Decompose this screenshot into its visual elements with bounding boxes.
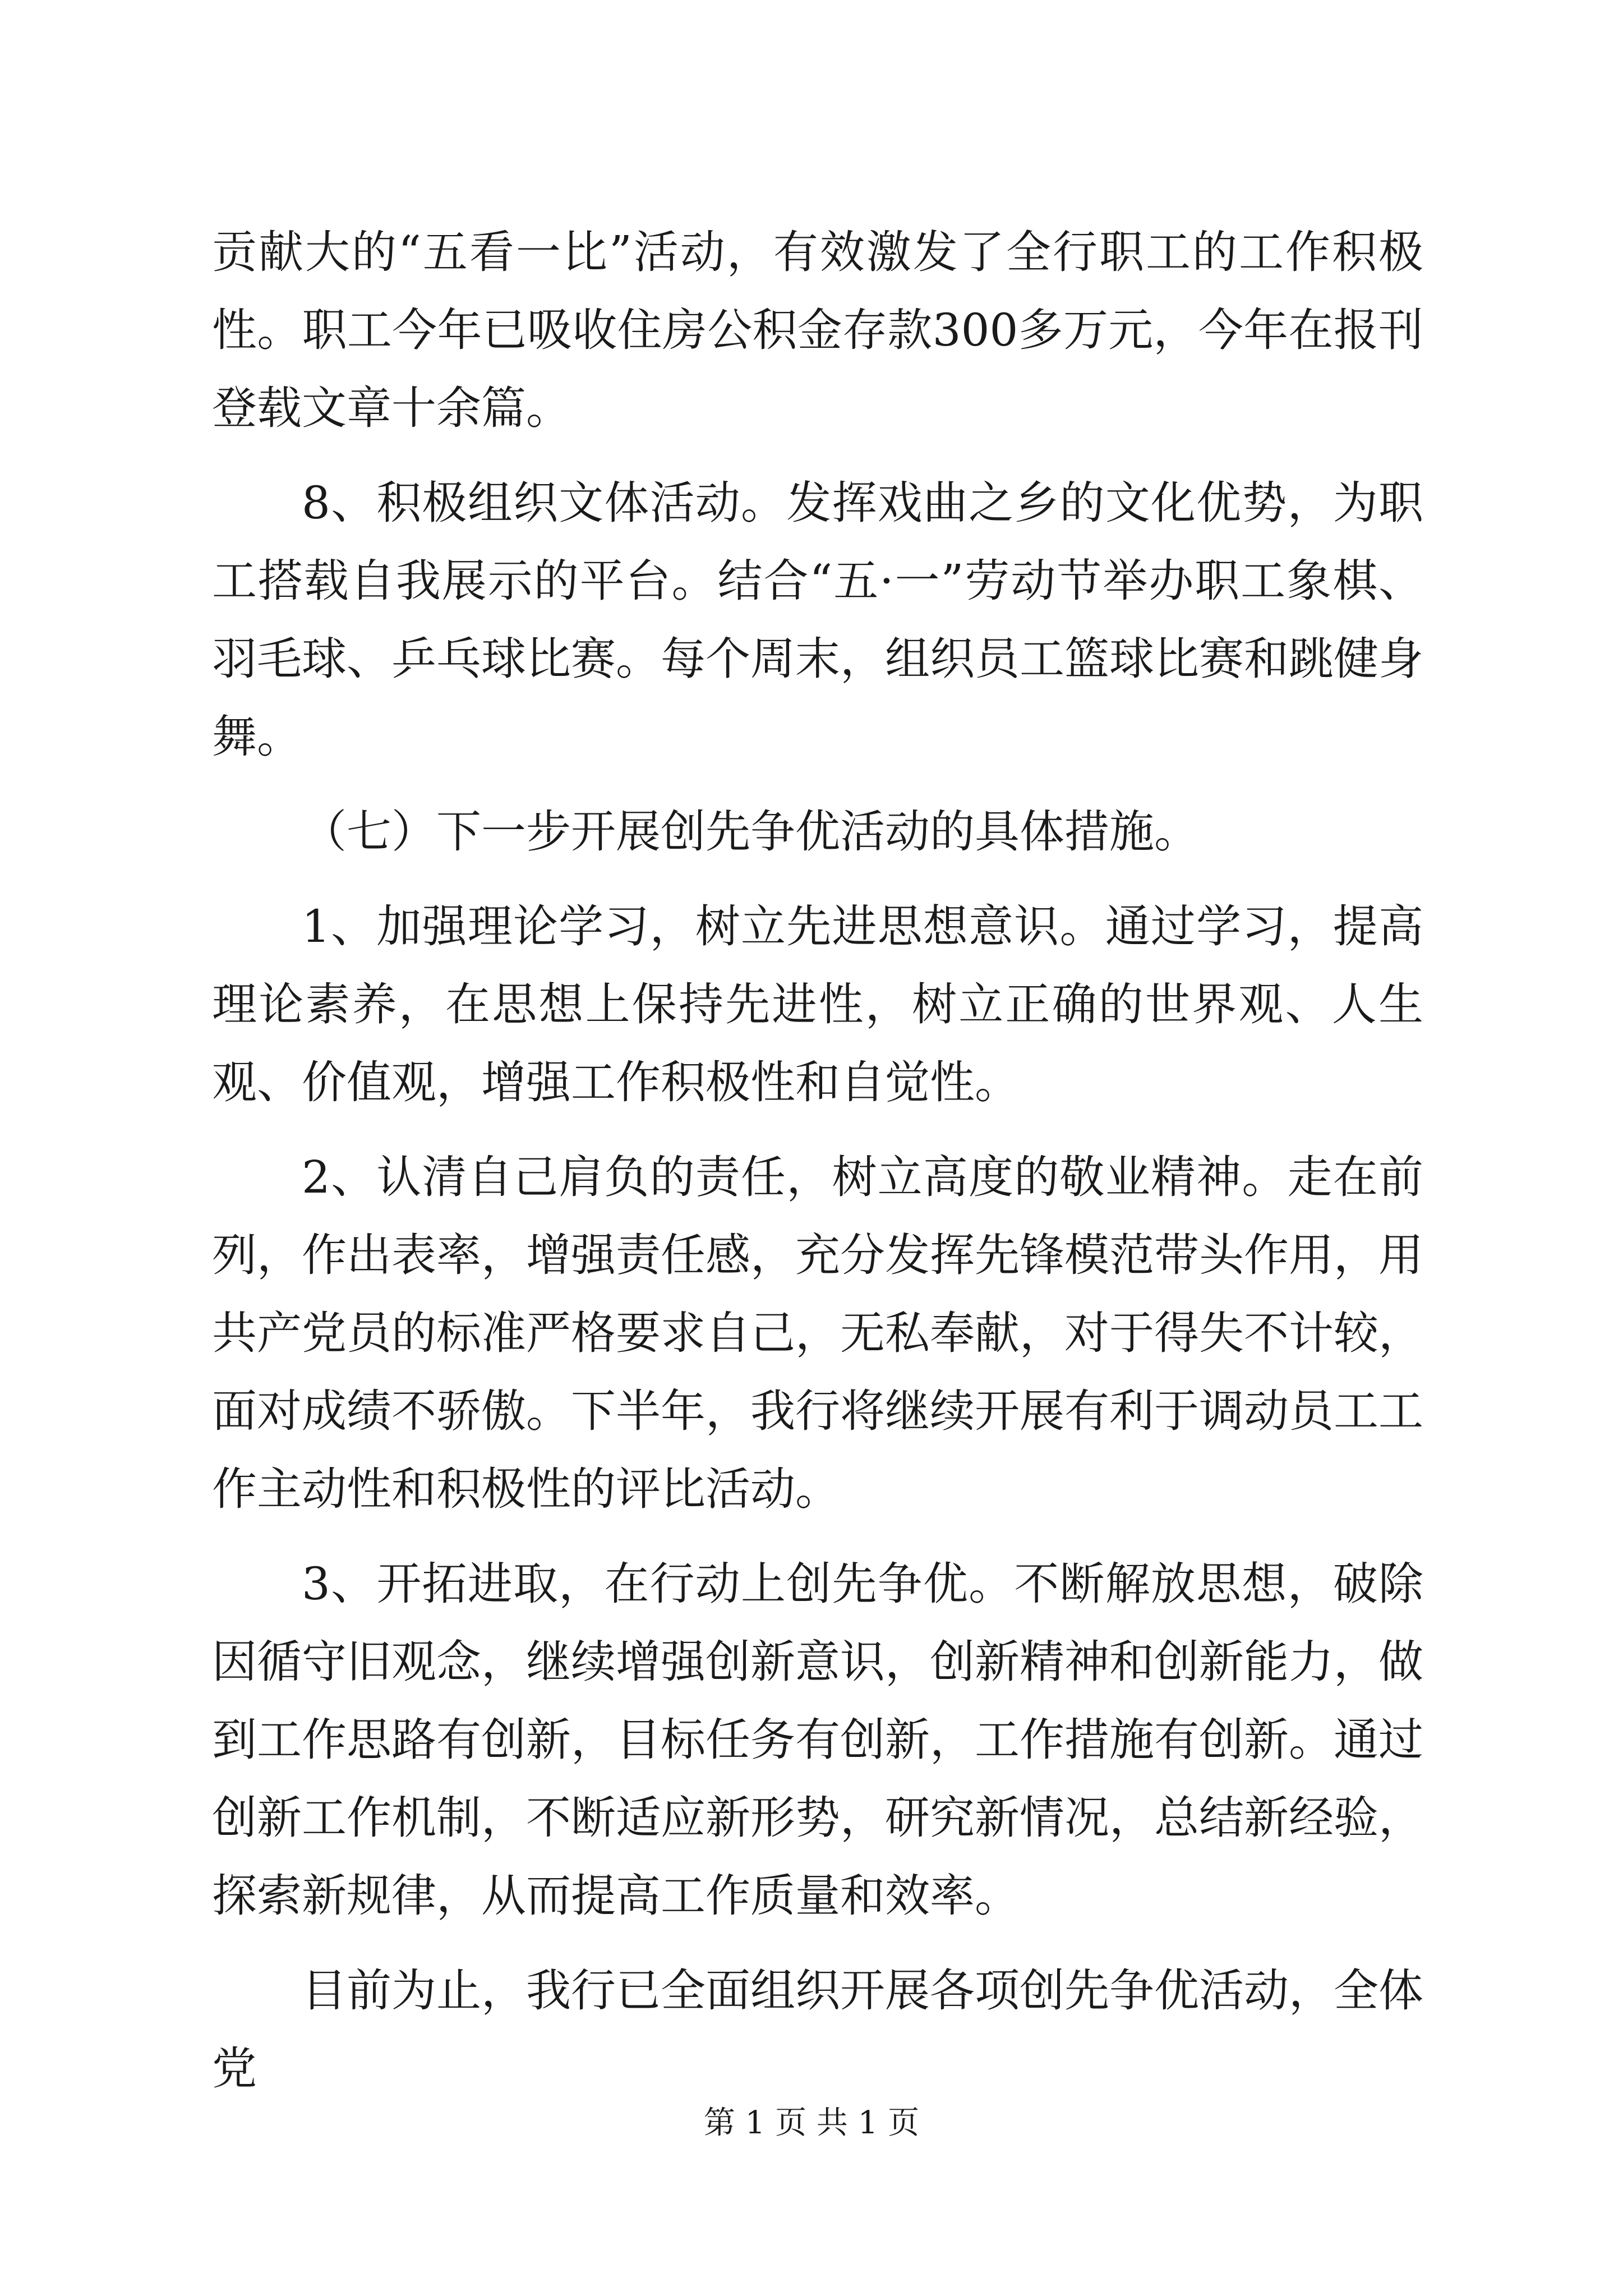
page-footer: 第 1 页 共 1 页 — [703, 2105, 920, 2141]
paragraph-item-3: 3、开拓进取，在行动上创先争优。不断解放思想，破除因循守旧观念，继续增强创新意识，创新精神和创新能力，做到工作思路有创新，目标任务有创新，工作措施有创新。通过创新工作机制，不断适应新形势，研究新情况，总结新经验，探索新规律，从而提高工作质量和效率。 — [212, 1558, 1423, 1922]
paragraph-item-8: 8、积极组织文体活动。发挥戏曲之乡的文化优势，为职工搭载自我展示的平台。结合“五·一”劳动节举办职工象棋、羽毛球、乒乓球比赛。每个周末，组织员工篮球比赛和跳健身舞。 — [212, 477, 1423, 763]
paragraph-continuation: 贡献大的“五看一比”活动，有效激发了全行职工的工作积极性。职工今年已吸收住房公积金存款300多万元，今年在报刊登载文章十余篇。 — [212, 226, 1423, 434]
paragraph-item-1: 1、加强理论学习，树立先进思想意识。通过学习，提高理论素养，在思想上保持先进性，树立正确的世界观、人生观、价值观，增强工作积极性和自觉性。 — [212, 900, 1423, 1108]
paragraph-closing: 目前为止，我行已全面组织开展各项创先争优活动，全体党 — [212, 1964, 1423, 2095]
document-body — [212, 213, 1423, 2108]
paragraph-item-2: 2、认清自己肩负的责任，树立高度的敬业精神。走在前列，作出表率，增强责任感，充分发挥先锋模范带头作用，用共产党员的标准严格要求自己，无私奉献，对于得失不计较，面对成绩不骄傲。下半年，我行将继续开展有利于调动员工工作主动性和积极性的评比活动。 — [212, 1151, 1423, 1515]
section-heading-7: （七）下一步开展创先争优活动的具体措施。 — [302, 806, 1199, 858]
